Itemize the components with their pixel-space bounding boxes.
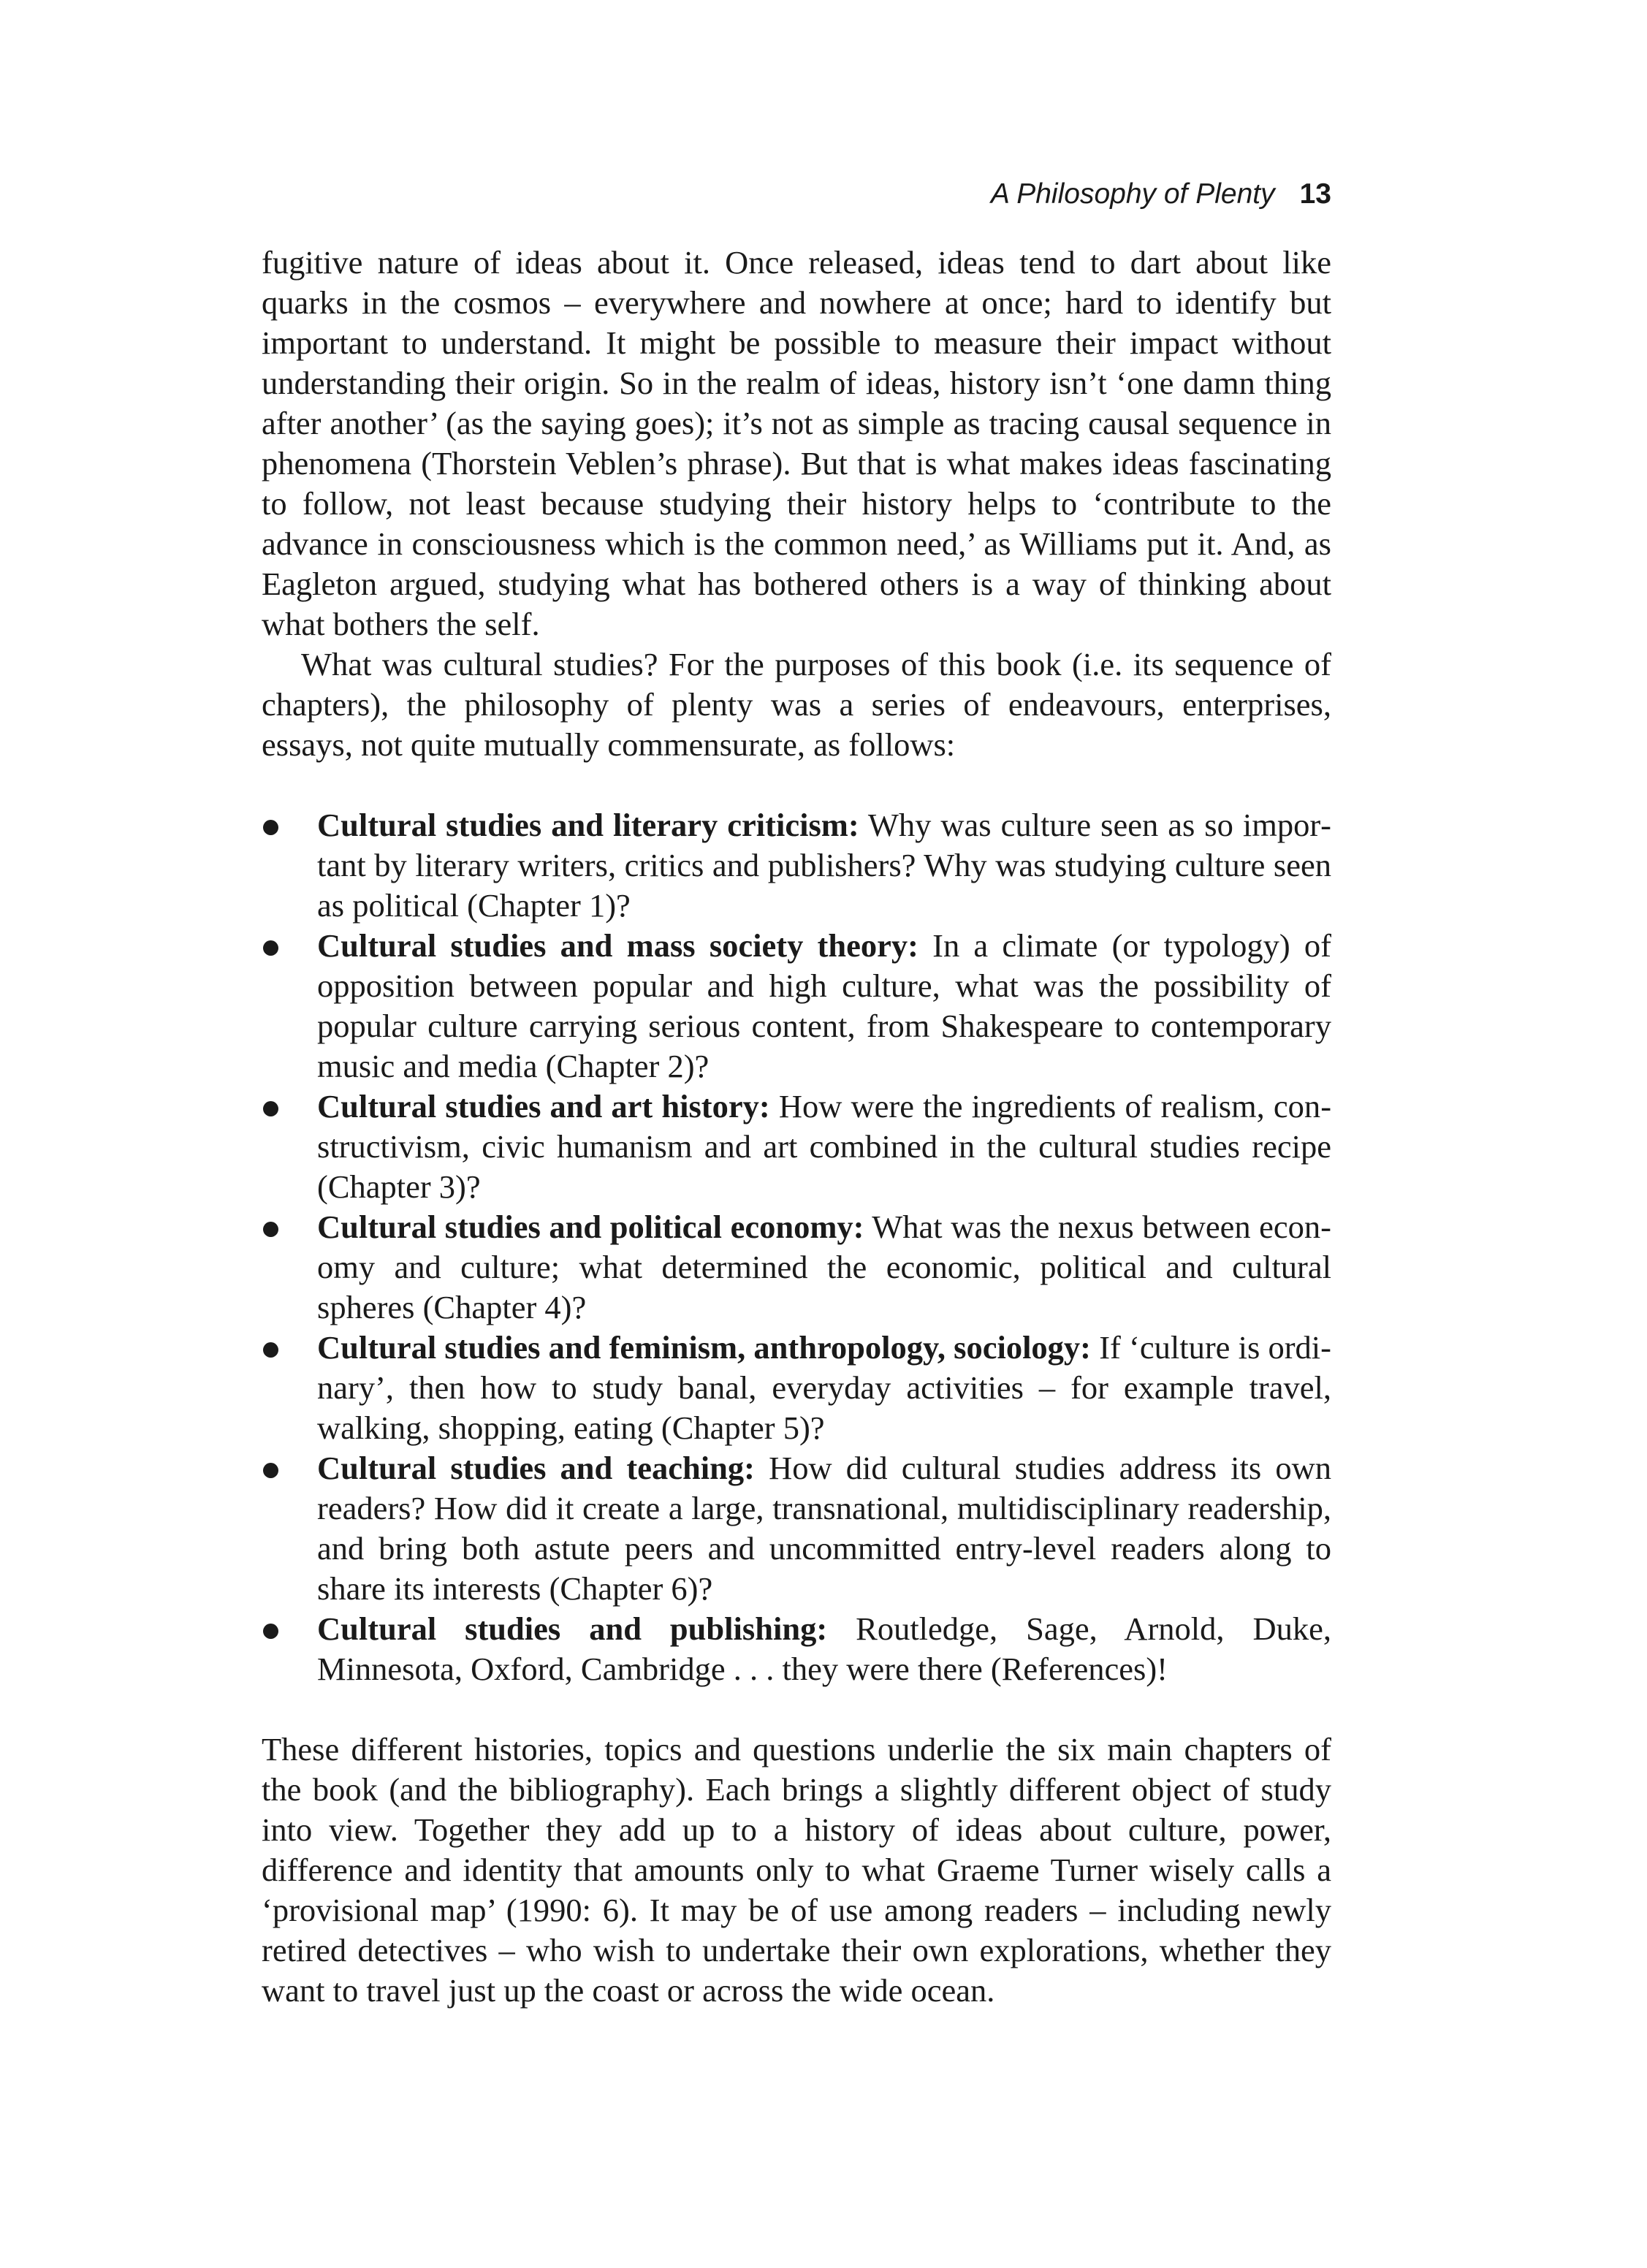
list-item	[262, 1207, 1331, 1328]
running-head	[262, 175, 1331, 213]
list-item-text: In a climate (or typology) of opposition between popular and high culture, what was the possibility of popular culture carrying serious content, from Shakespeare to contemporary music and media (Chapter 2)?	[317, 927, 1331, 1084]
chapter-list	[262, 805, 1331, 1689]
bullet-icon	[263, 1624, 278, 1639]
list-item-text: Routledge, Sage, Arnold, Duke, Minnesota, Oxford, Cambridge . . . they were there (References)!	[317, 1610, 1331, 1687]
list-item-text: Why was culture seen as so important by literary writers, critics and publishers? Why was studying culture seen as political (Chapter 1)?	[317, 807, 1331, 924]
paragraph-fugitive-nature: fugitive nature of ideas about it. Once released, ideas tend to dart about like quarks in the cosmos – everywhere and nowhere at once; hard to identify but important to understand. It might be possible to measure their impact without understanding their origin. So in the realm of ideas, history isn’t ‘one damn thing after another’ (as the saying goes); it’s not as simple as tracing causal sequence in phenomena (Thorstein Veblen’s phrase). But that is what makes ideas fascinating to follow, not least because studying their history helps to ‘contribute to the advance in consciousness which is the common need,’ as Williams put it. And, as Eagleton argued, studying what has bothered others is a way of thinking about what bothers the self.	[262, 244, 1331, 642]
list-item	[262, 1328, 1331, 1448]
list-item-heading: Cultural studies and feminism, anthropology, sociology:	[317, 1329, 1092, 1366]
bullet-icon	[263, 1101, 278, 1116]
list-item-heading: Cultural studies and publishing:	[317, 1610, 828, 1647]
page-number: 13	[1299, 178, 1331, 210]
list-item	[262, 1448, 1331, 1609]
list-item	[262, 805, 1331, 926]
list-item-heading: Cultural studies and political economy:	[317, 1209, 864, 1245]
list-item-heading: Cultural studies and literary criticism:	[317, 807, 859, 843]
paragraph-different-histories: These different histories, topics and questions underlie the six main chapters of the book (and the bibliography). Each brings a slightly different object of study into view. Together they add up to a history of ideas about culture, power, difference and identity that amounts only to what Graeme Turner wisely calls a ‘provisional map’ (1990: 6). It may be of use among readers – including newly retired detectives – who wish to undertake their own explorations, whether they want to travel just up the coast or across the wide ocean.	[262, 1731, 1331, 2009]
list-item-text: How did cultural studies address its own readers? How did it create a large, transnational, multidisciplinary readership, and bring both astute peers and uncommitted entry-level readers along to share its interests (Chapter 6)?	[317, 1450, 1331, 1607]
bullet-icon	[263, 820, 278, 835]
list-item-heading: Cultural studies and mass society theory:	[317, 927, 918, 964]
list-item-text: What was the nexus between economy and culture; what determined the economic, political and cultural spheres (Chapter 4)?	[317, 1209, 1331, 1325]
list-item-heading: Cultural studies and teaching:	[317, 1450, 755, 1486]
bullet-icon	[263, 1342, 278, 1358]
list-item-heading: Cultural studies and art history:	[317, 1088, 770, 1125]
running-head-title: A Philosophy of Plenty	[990, 178, 1275, 210]
bullet-icon	[263, 1222, 278, 1237]
list-item	[262, 926, 1331, 1087]
list-item	[262, 1087, 1331, 1207]
list-item-text: If ‘culture is ordinary’, then how to study banal, everyday activities – for example travel, walking, shopping, eating (Chapter 5)?	[317, 1329, 1331, 1446]
paragraph-what-was-cultural-studies: What was cultural studies? For the purposes of this book (i.e. its sequence of chapters), the philosophy of plenty was a series of endeavours, enterprises, essays, not quite mutually commensurate, as follows:	[262, 646, 1331, 763]
bullet-icon	[263, 1463, 278, 1478]
book-page	[262, 175, 1331, 2011]
list-item-text: How were the ingredients of realism, constructivism, civic humanism and art combined in the cultural studies recipe (Chapter 3)?	[317, 1088, 1332, 1205]
list-item	[262, 1609, 1331, 1689]
bullet-icon	[263, 940, 278, 956]
